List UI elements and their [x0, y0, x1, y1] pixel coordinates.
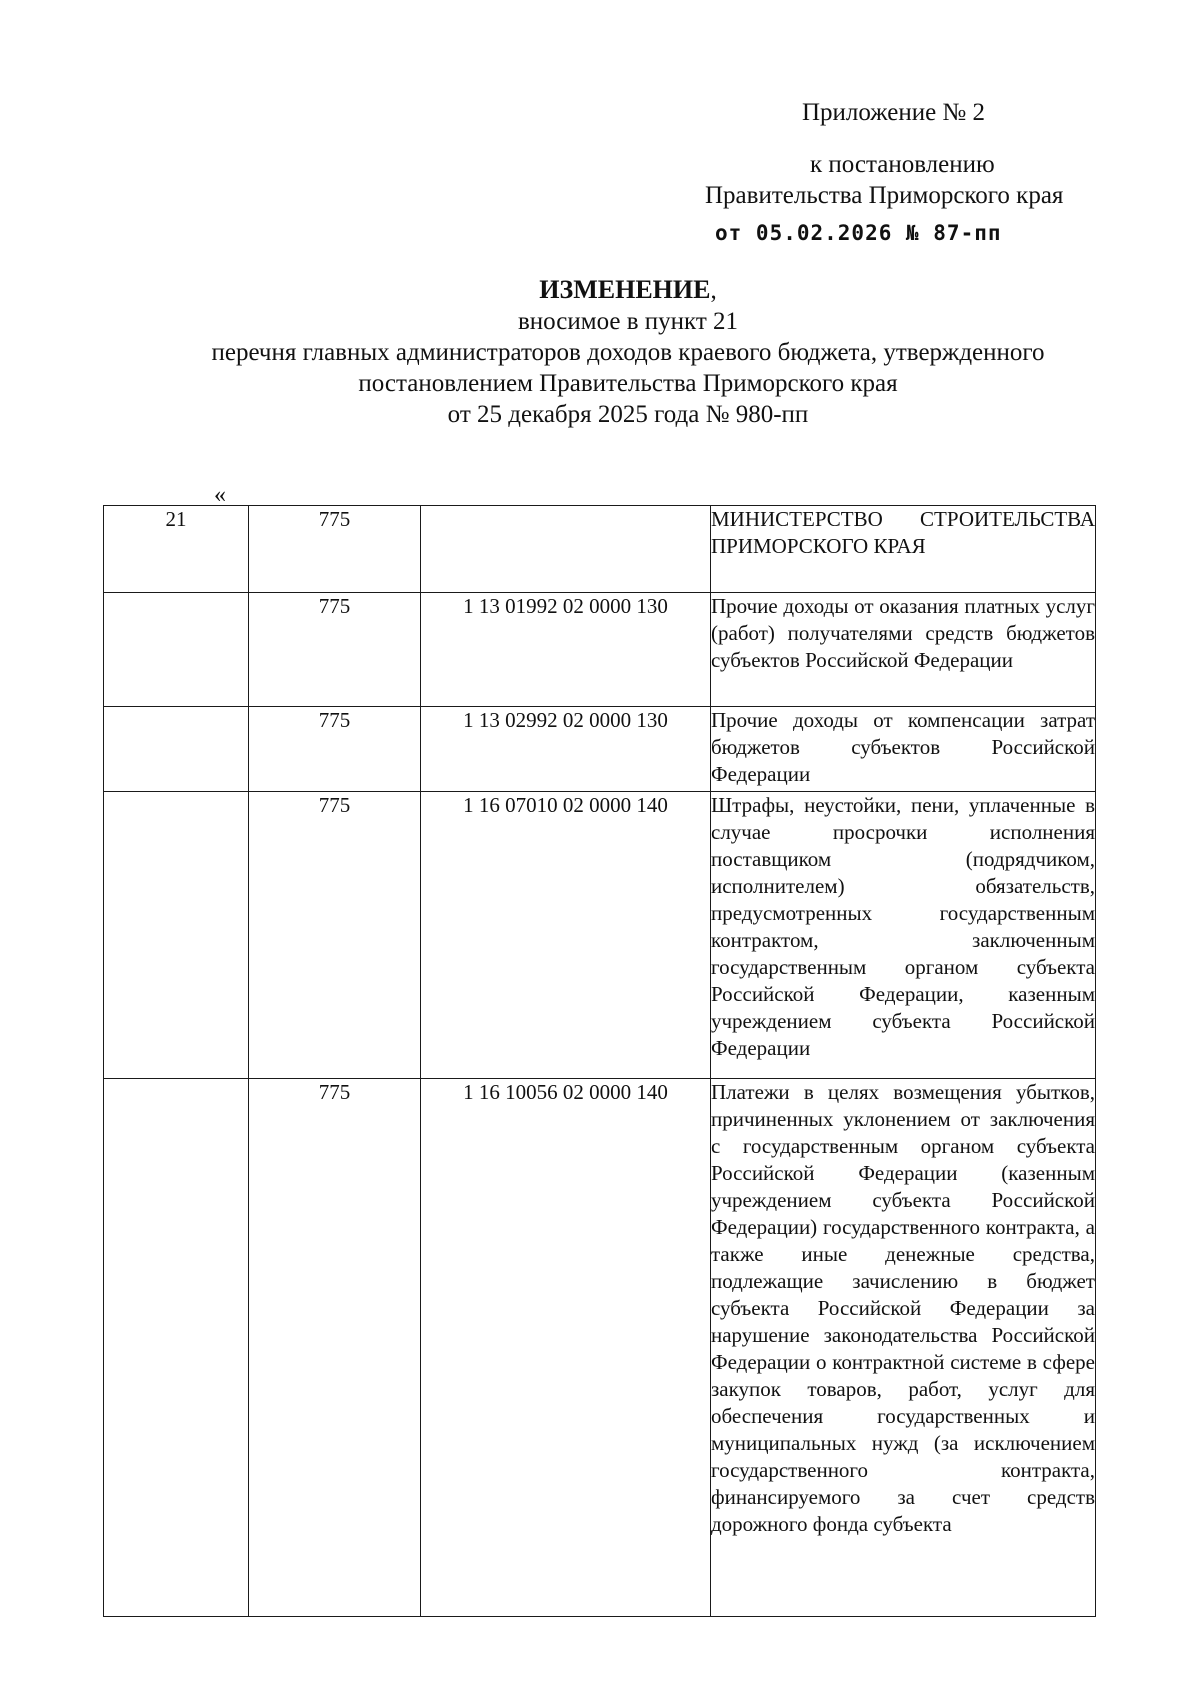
row-number-cell [104, 707, 249, 792]
revenue-code-cell: 1 16 07010 02 0000 140 [421, 792, 711, 1079]
heading-title-line [0, 274, 1200, 306]
revenue-name-cell [711, 1079, 1096, 1617]
opening-quote: « [214, 482, 226, 508]
table-row [104, 593, 1096, 707]
annex-reference: к постановлению [810, 151, 995, 178]
revenue-name-text: Прочие доходы от оказания платных услуг (работ) получателями средств бюджетов субъектов Российской Федерации [711, 594, 1095, 672]
revenue-name-text: Платежи в целях возмещения убытков, причиненных уклонением от заключения с государственным органом субъекта Российской Федерации (казенным учреждением субъекта Российской Федерации) государственного контракта, а также иные денежные средства, подлежащие зачислению в бюджет субъекта Российской Федерации за нарушение законодательства Российской Федерации о контрактной системе в сфере закупок товаров, работ, услуг для обеспечения государственных и муниципальных нужд (за исключением государственного контракта, финансируемого за счет средств дорожного фонда субъекта [711, 1080, 1095, 1536]
revenue-code-cell: 1 13 02992 02 0000 130 [421, 707, 711, 792]
heading-title-comma: , [710, 277, 717, 304]
annex-number: Приложение № 2 [802, 99, 986, 126]
administrator-code-cell: 775 [249, 506, 421, 593]
administrator-code-cell: 775 [249, 593, 421, 707]
administrator-code-cell: 775 [249, 1079, 421, 1617]
revenue-code-cell: 1 16 10056 02 0000 140 [421, 1079, 711, 1617]
annex-authority: Правительства Приморского края [705, 182, 1064, 209]
heading-line-5: от 25 декабря 2025 года № 980-пп [447, 401, 809, 428]
heading-line-2: вносимое в пункт 21 [517, 308, 739, 335]
administrator-code-cell: 775 [249, 792, 421, 1079]
revenue-code-cell: 1 13 01992 02 0000 130 [421, 593, 711, 707]
revenue-name-text: МИНИСТЕРСТВО СТРОИТЕЛЬСТВА ПРИМОРСКОГО КРАЯ [711, 507, 1095, 558]
table-row [104, 792, 1096, 1079]
table-row [104, 506, 1096, 593]
revenue-name-cell [711, 707, 1096, 792]
document-heading [0, 274, 1200, 430]
table-row [104, 707, 1096, 792]
revenue-name-cell [711, 506, 1096, 593]
row-number-cell [104, 593, 249, 707]
row-number-cell [104, 792, 249, 1079]
annex-date-number-stamp: от 05.02.2026 № 87-пп [715, 221, 1002, 245]
revenue-name-text: Прочие доходы от компенсации затрат бюджетов субъектов Российской Федерации [711, 708, 1095, 786]
table-row [104, 1079, 1096, 1617]
heading-title: ИЗМЕНЕНИЕ [539, 275, 711, 304]
heading-line-3: перечня главных администраторов доходов краевого бюджета, утвержденного [211, 339, 1045, 366]
row-number-cell: 21 [104, 506, 249, 593]
row-number-cell [104, 1079, 249, 1617]
revenue-name-cell [711, 792, 1096, 1079]
heading-line-4: постановлением Правительства Приморского края [358, 370, 898, 397]
administrator-code-cell: 775 [249, 707, 421, 792]
revenue-administrators-table [103, 505, 1096, 1617]
revenue-code-cell [421, 506, 711, 593]
revenue-name-cell [711, 593, 1096, 707]
revenue-name-text: Штрафы, неустойки, пени, уплаченные в случае просрочки исполнения поставщиком (подрядчиком, исполнителем) обязательств, предусмотренных государственным контрактом, заключенным государственным органом субъекта Российской Федерации, казенным учреждением субъекта Российской Федерации [711, 793, 1095, 1060]
